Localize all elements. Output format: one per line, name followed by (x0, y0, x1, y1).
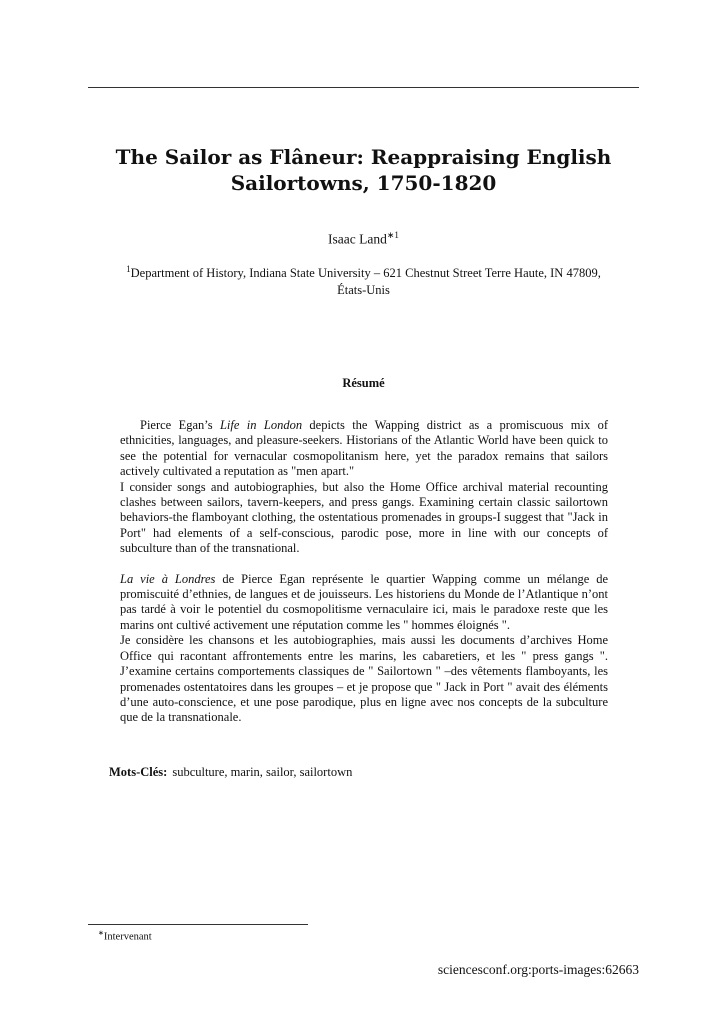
footnote-mark: ∗ (98, 929, 104, 937)
abstract-en-p1-post: depicts the Wapping district as a promiscuous mix of ethnicities, languages, and pleasure-seekers. Historians of the Atlantic World have been quick to see the potential for vernacular cosmopolitanism here, yet the paradox remains that sailors actively cultivated a reputation as "men apart." (120, 418, 608, 479)
author-marks: ∗1 (386, 230, 399, 240)
header-rule (88, 87, 639, 88)
book-title-fr: La vie à Londres (120, 571, 216, 586)
title-line-1: The Sailor as Flâneur: Reappraising English (115, 145, 612, 169)
footnote-rule (88, 924, 308, 925)
abstract-en-p1-pre: Pierce Egan’s (140, 418, 220, 432)
abstract-en-paragraph-1 (120, 418, 608, 480)
affiliation-line-1: Department of History, Indiana State University – 621 Chestnut Street Terre Haute, IN 47809, (130, 266, 601, 281)
abstract-heading: Résumé (342, 376, 385, 390)
footnote (98, 929, 398, 943)
keywords (109, 765, 629, 780)
affiliation-line-2: États-Unis (337, 283, 390, 298)
author-name: Isaac Land (328, 231, 387, 247)
abstract-fr-p1-post: de Pierce Egan représente le quartier Wapping comme un mélange de promiscuité d’ethnies, de langues et de jouisseurs. Les historiens du Monde de l’Atlantique n’ont pas tardé à voir le potentiel du cosmopolitisme vernaculaire ici, mais le paradoxe reste que les marins ont cultivé activement une réputation comme les " hommes éloignés ". (120, 571, 608, 632)
abstract-fr-paragraph-2: Je considère les chansons et les autobiographies, mais aussi les documents d’archives Home Office qui racontant affrontements entre les marins, les cabaretiers, et les " press gangs ". J’examine certains comportements classiques de " Sailortown " –des vêtements flamboyants, les promenades ostentatoires dans les groupes – et je propose que " Jack in Port " avait des éléments d’une auto-conscience, et une pose parodique, plus en ligne avec nos concepts de la subculture que de la transnationale. (120, 633, 608, 725)
footnote-text: Intervenant (103, 931, 152, 943)
source-identifier: sciencesconf.org:ports-images:62663 (437, 962, 639, 977)
title-line-2: Sailortowns, 1750-1820 (230, 171, 497, 195)
abstract-en-paragraph-2: I consider songs and autobiographies, but also the Home Office archival material recounting clashes between sailors, tavern-keepers, and press gangs. Examining certain classic sailortown behaviors-the flamboyant clothing, the ostentatious promenades in groups-I suggest that "Jack in Port" had elements of a self-conscious, parodic pose, more in line with our concepts of subculture than of the transnational. (120, 479, 608, 556)
abstract-fr-paragraph-1 (120, 572, 608, 634)
paper-title (88, 144, 639, 196)
keywords-label: Mots-Clés: (109, 765, 168, 779)
abstract-body (120, 418, 608, 726)
author (88, 230, 639, 248)
affiliation-mark: 1 (126, 264, 131, 274)
affiliation (88, 261, 639, 299)
book-title-en: Life in London (219, 418, 303, 432)
keywords-value: subculture, marin, sailor, sailortown (172, 765, 353, 779)
